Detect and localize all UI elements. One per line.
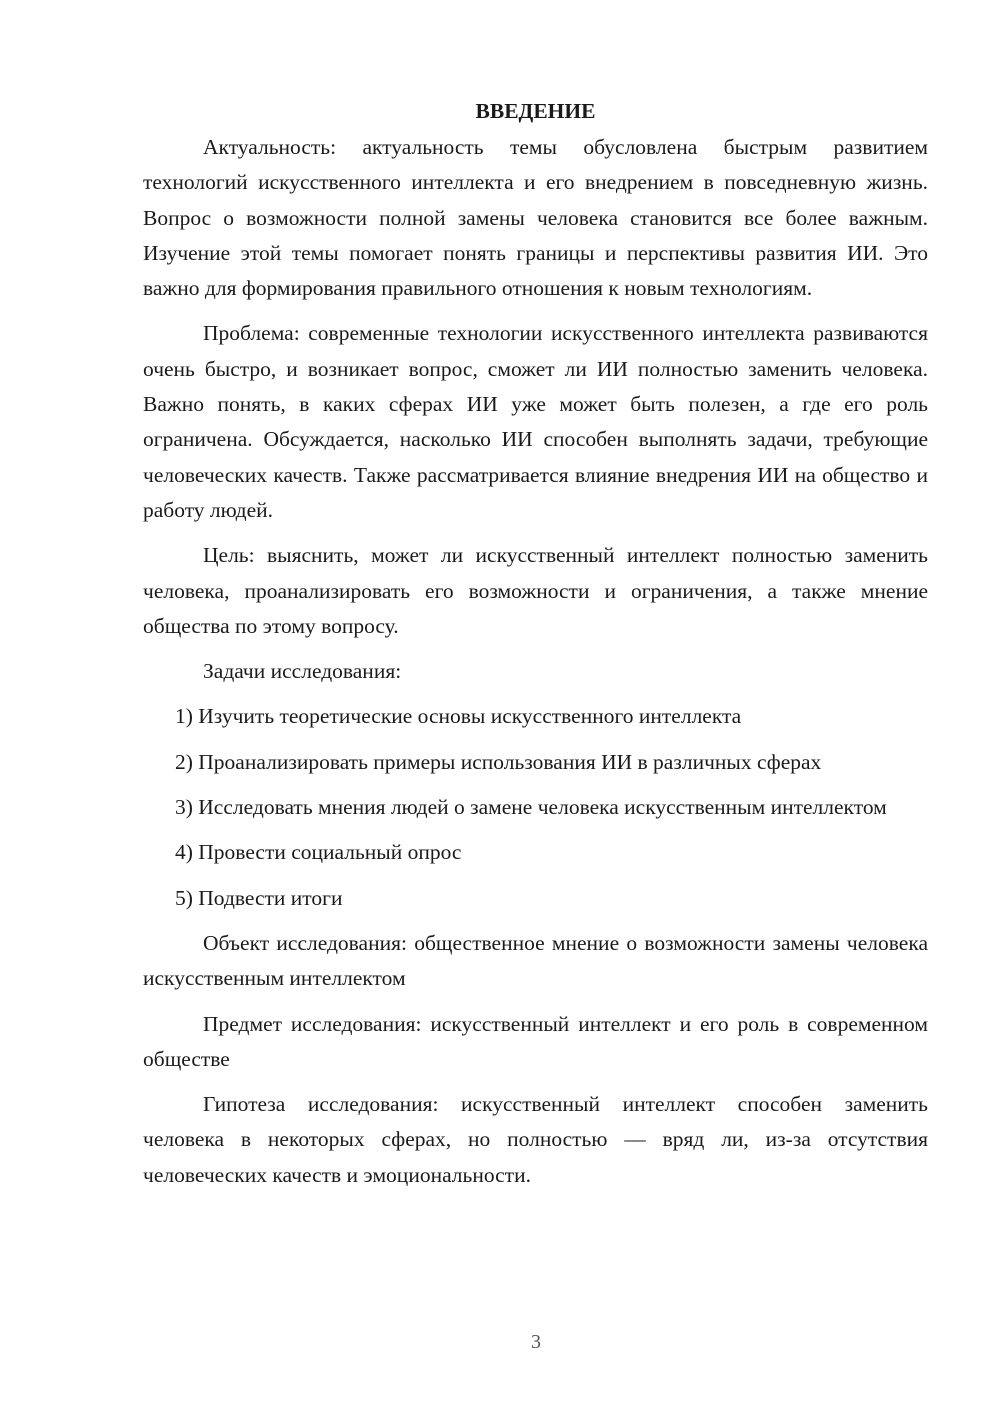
paragraph-hypothesis: Гипотеза исследования: искусственный интеллект способен заменить человека в некоторых сферах, но полностью — вряд ли, из-за отсутствия человеческих качеств и эмоциональности.: [143, 1092, 928, 1187]
paragraph-subject: Предмет исследования: искусственный интеллект и его роль в современном обществе: [143, 1011, 928, 1071]
paragraph-problem: Проблема: современные технологии искусственного интеллекта развиваются очень быстро, и возникает вопрос, сможет ли ИИ полностью заменить человека. Важно понять, в каких сферах ИИ уже может быть полезен, а где его роль ограничена. Обсуждается, насколько ИИ способен выполнять задачи, требующие человеческих качеств. Также рассматривается влияние внедрения ИИ на общество и работу людей.: [143, 321, 928, 522]
task-item-4: 4) Провести социальный опрос: [175, 840, 462, 865]
paragraph-tasks-title: Задачи исследования:: [203, 659, 402, 684]
paragraph-object: Объект исследования: общественное мнение о возможности замены человека искусственным интеллектом: [143, 930, 928, 991]
page-number: 3: [531, 1331, 541, 1353]
task-item-5: 5) Подвести итоги: [175, 885, 343, 910]
document-page: [143, 92, 928, 1203]
paragraph-goal: Цель: выяснить, может ли искусственный интеллект полностью заменить человека, проанализировать его возможности и ограничения, а также мнение общества по этому вопросу.: [143, 543, 928, 638]
task-item-1: 1) Изучить теоретические основы искусственного интеллекта: [175, 704, 742, 729]
section-heading: ВВЕДЕНИЕ: [475, 99, 596, 123]
task-item-3: 3) Исследовать мнения людей о замене человека искусственным интеллектом: [175, 795, 887, 820]
paragraph-relevance: Актуальность: актуальность темы обусловлена быстрым развитием технологий искусственного интеллекта и его внедрением в повседневную жизнь. Вопрос о возможности полной замены человека становится все более важным. Изучение этой темы помогает понять границы и перспективы развития ИИ. Это важно для формирования правильного отношения к новым технологиям.: [143, 135, 928, 301]
task-item-2: 2) Проанализировать примеры использования ИИ в различных сферах: [175, 749, 822, 774]
